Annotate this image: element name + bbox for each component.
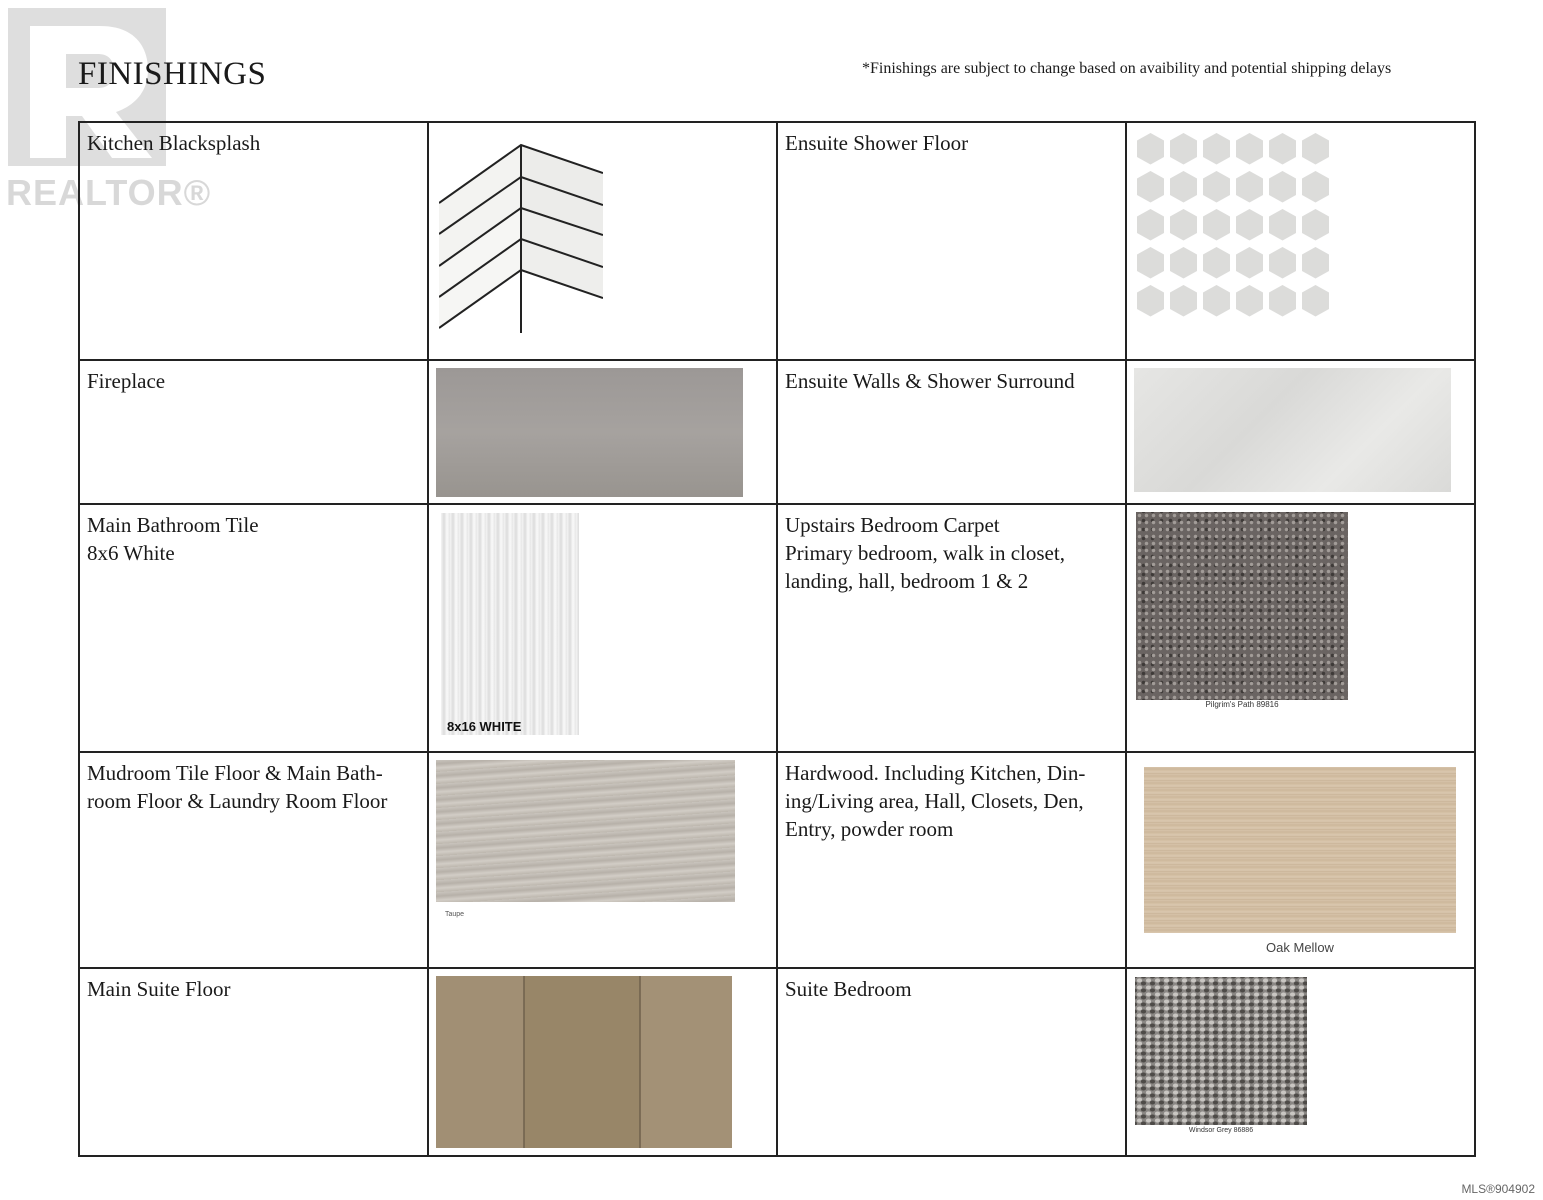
label-cell [79, 504, 428, 752]
label-cell [79, 122, 428, 360]
finish-label: Ensuite Shower Floor [785, 131, 969, 155]
finish-label: Main Bathroom Tile [87, 513, 259, 537]
table-row [79, 360, 1475, 504]
finish-detail: landing, hall, bedroom 1 & 2 [785, 569, 1029, 593]
swatch-cell [428, 752, 777, 968]
windsor-grey-carpet-swatch [1135, 977, 1307, 1125]
finish-label: Mudroom Tile Floor & Main Bath- [87, 761, 383, 785]
label-cell [79, 360, 428, 504]
finish-label: Fireplace [87, 369, 166, 393]
finish-label: Upstairs Bedroom Carpet [785, 513, 1000, 537]
table-row [79, 504, 1475, 752]
label-cell [79, 752, 428, 968]
swatch-cell [1126, 504, 1475, 752]
availability-note: *Finishings are subject to change based on avaibility and potential shipping delays [862, 60, 1392, 77]
label-cell [777, 504, 1126, 752]
finish-label: room Floor & Laundry Room Floor [87, 789, 388, 813]
pilgrims-path-carpet-swatch [1136, 512, 1348, 700]
finish-detail: Primary bedroom, walk in closet, [785, 541, 1065, 565]
swatch-cell [1126, 968, 1475, 1156]
swatch-cell [428, 504, 777, 752]
finish-label: ing/Living area, Hall, Closets, Den, [785, 789, 1084, 813]
main-suite-floor-swatch [436, 976, 732, 1148]
swatch-cell [1126, 122, 1475, 360]
swatch-caption: Taupe [445, 911, 465, 918]
finish-detail: 8x6 White [87, 541, 175, 565]
swatch-cell [1126, 752, 1475, 968]
label-cell [777, 968, 1126, 1156]
swatch-caption: Oak Mellow [1266, 940, 1334, 955]
chevron-tile-swatch [439, 133, 603, 343]
swatch-caption: Windsor Grey 86886 [1188, 1127, 1254, 1134]
fireplace-tile-swatch [436, 368, 743, 497]
realtor-wordmark: REALTOR® [6, 172, 212, 213]
finishings-table [78, 121, 1476, 1157]
swatch-caption: 8x16 WHITE [447, 719, 522, 734]
ensuite-wall-tile-swatch [1134, 368, 1451, 492]
taupe-tile-swatch [436, 760, 735, 902]
finish-label: Kitchen Blacksplash [87, 131, 261, 155]
finish-label: Hardwood. Including Kitchen, Din- [785, 761, 1086, 785]
oak-mellow-hardwood-swatch [1144, 767, 1456, 933]
swatch-cell [428, 122, 777, 360]
swatch-cell [428, 360, 777, 504]
swatch-cell [428, 968, 777, 1156]
label-cell [777, 122, 1126, 360]
label-cell [777, 752, 1126, 968]
finish-label: Entry, powder room [785, 817, 954, 841]
finish-label: Main Suite Floor [87, 977, 231, 1001]
table-row [79, 752, 1475, 968]
swatch-cell [1126, 360, 1475, 504]
swatch-caption: Pilgrim's Path 89816 [1205, 700, 1279, 709]
finish-label: Suite Bedroom [785, 977, 912, 1001]
finish-label: Ensuite Walls & Shower Surround [785, 369, 1075, 393]
table-row [79, 122, 1475, 360]
mls-number: MLS®904902 [1461, 1182, 1535, 1196]
label-cell [777, 360, 1126, 504]
table-row [79, 968, 1475, 1156]
bathroom-tile-swatch [441, 513, 579, 735]
label-cell [79, 968, 428, 1156]
hex-tile-swatch [1134, 131, 1332, 319]
page-title: FINISHINGS [78, 56, 267, 92]
